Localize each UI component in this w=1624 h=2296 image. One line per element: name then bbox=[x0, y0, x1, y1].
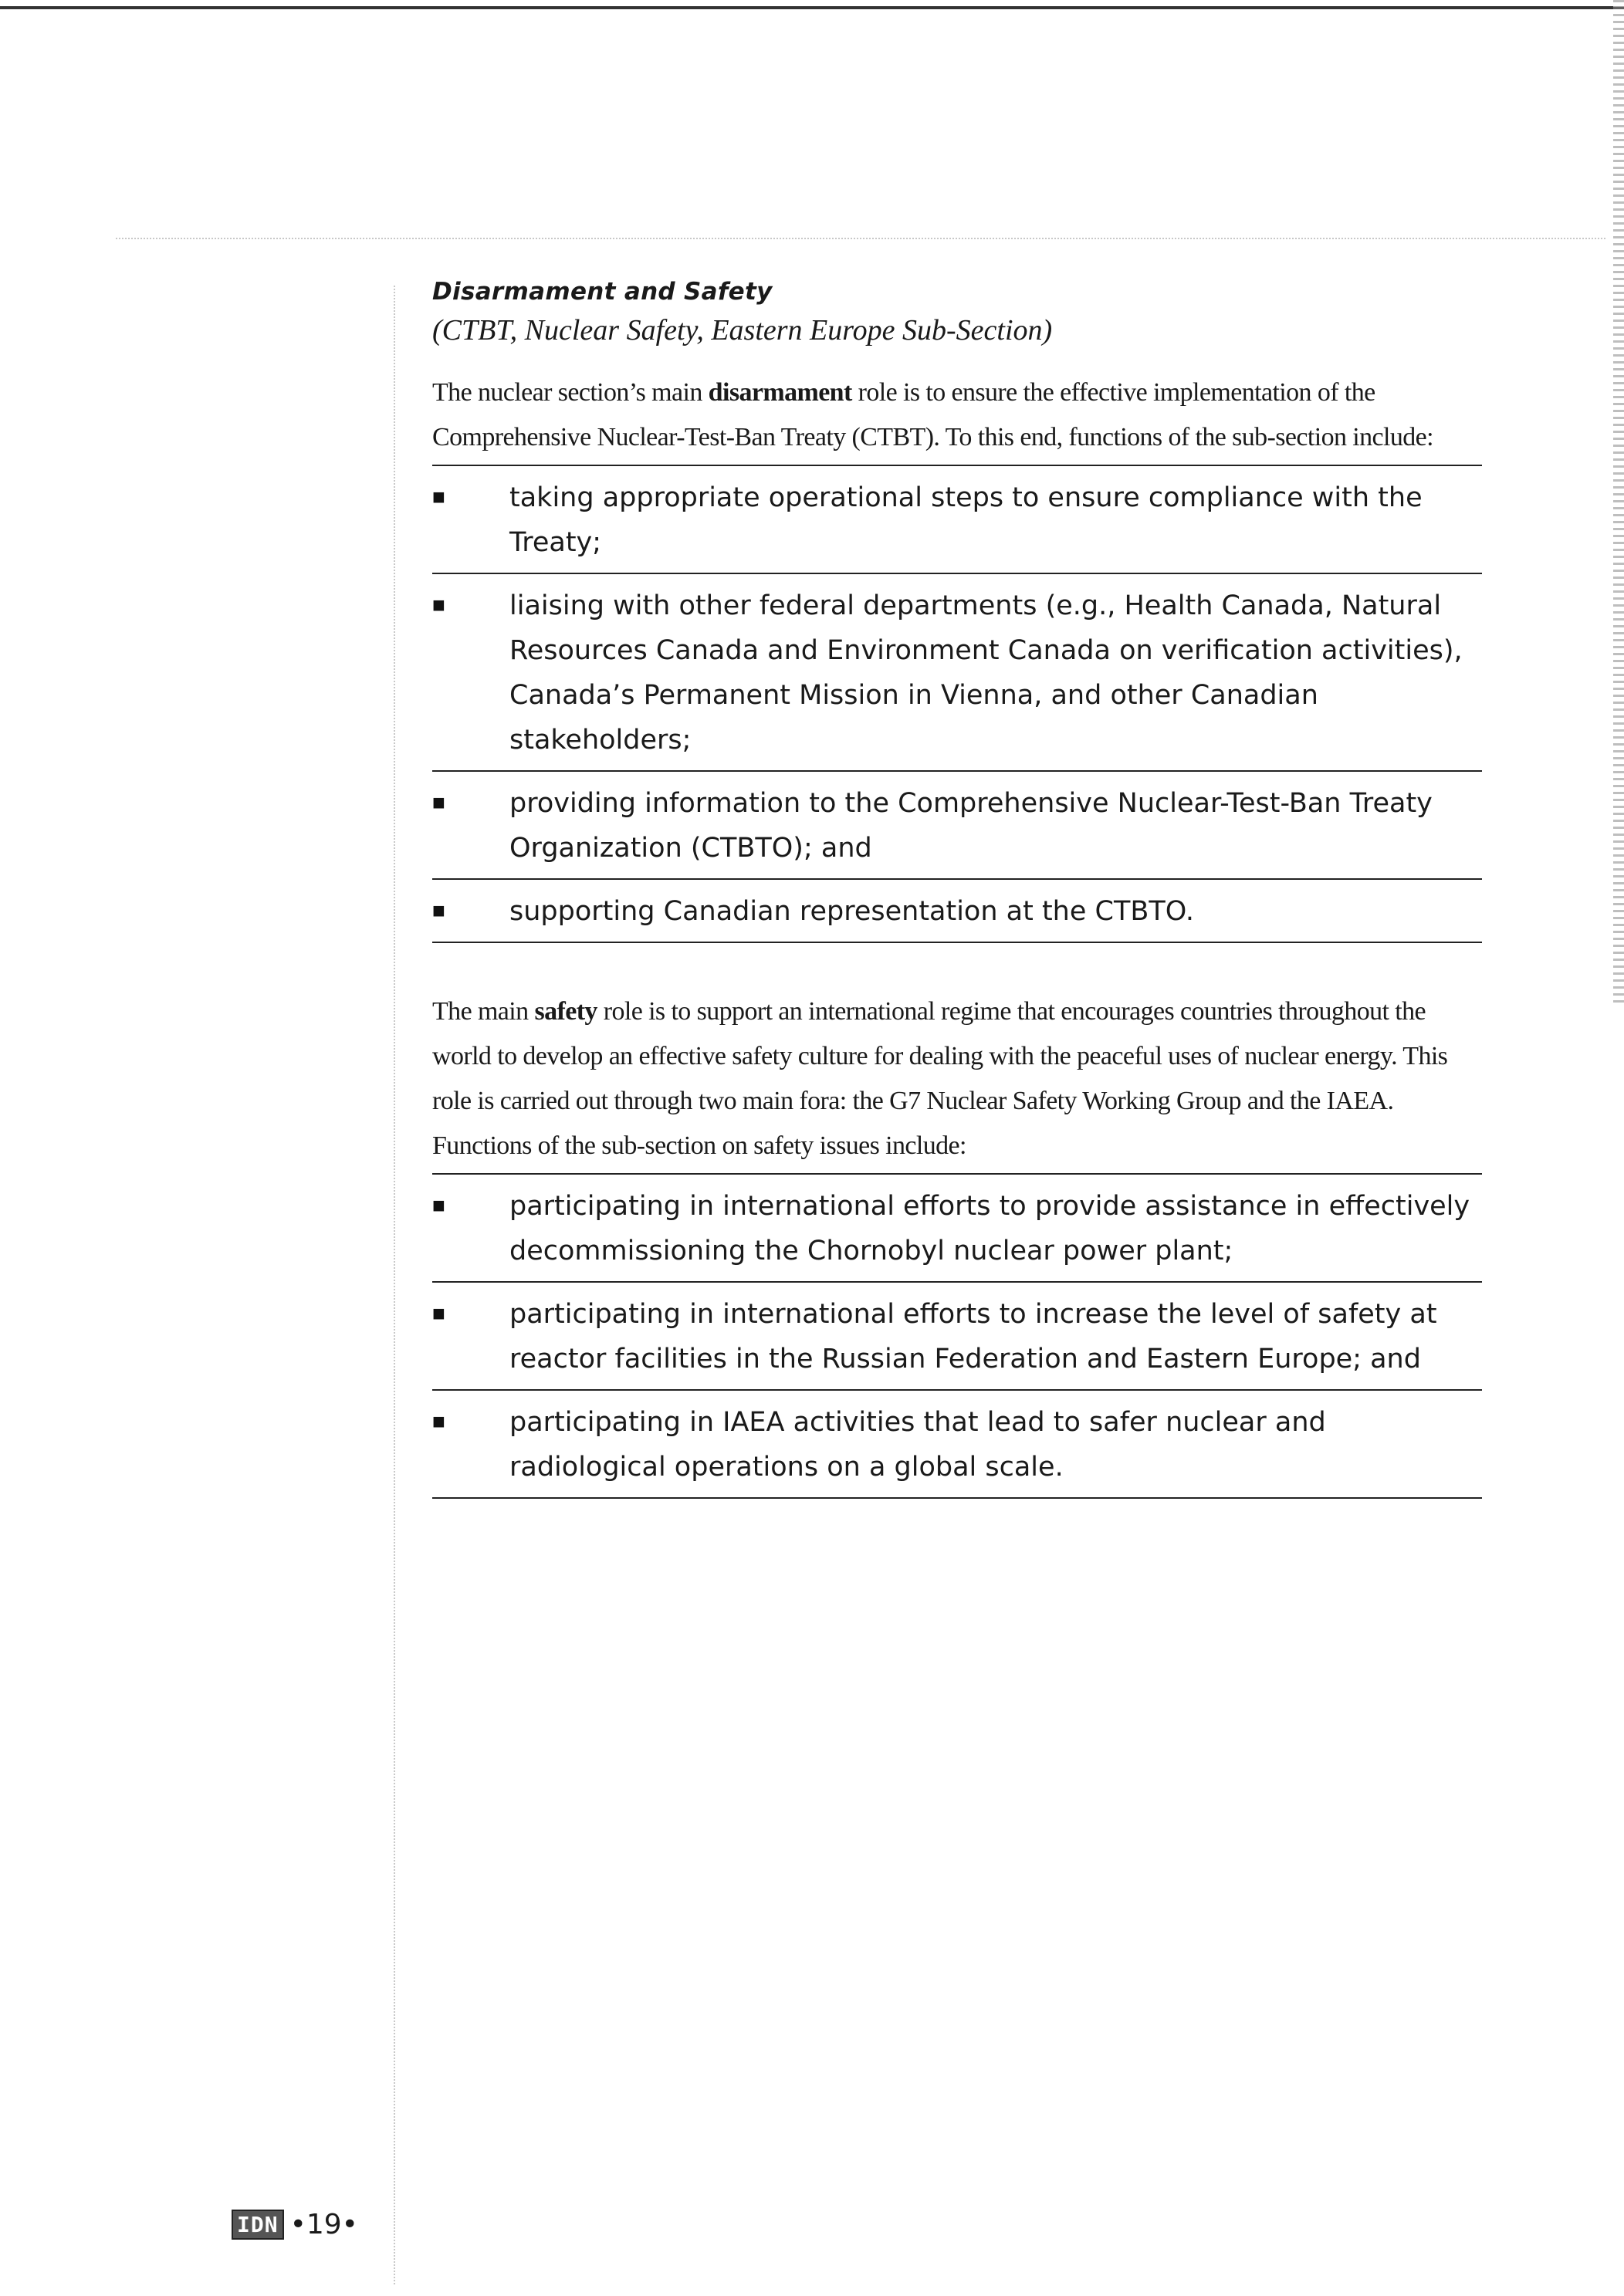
bullet-icon: ■ bbox=[432, 791, 445, 815]
section-subheading: (CTBT, Nuclear Safety, Eastern Europe Sub-Section) bbox=[432, 314, 1053, 347]
intro-text-start: The nuclear section’s main bbox=[432, 378, 709, 407]
list-item bbox=[432, 772, 1482, 880]
bullet-icon: ■ bbox=[432, 899, 445, 923]
list-item-text: liaising with other federal departments (e.g., Health Canada, Natural Resources Canada and Environment Canada on verification activities), Canada’s Permanent Mission in Vienna, and other Canadian stakeholders; bbox=[509, 590, 1463, 756]
bullet-icon: ■ bbox=[432, 593, 445, 617]
bullet-icon: ■ bbox=[432, 485, 445, 509]
intro-text-end: role is to ensure the effective implementation of the Comprehensive Nuclear-Test-Ban Treaty (CTBT). To this end, functions of the sub-section include: bbox=[432, 378, 1434, 451]
bullet-icon: ■ bbox=[432, 1194, 445, 1218]
idn-logo: IDN bbox=[232, 2210, 284, 2240]
horizontal-guide-line bbox=[116, 238, 1605, 239]
bullet-icon: ■ bbox=[432, 1410, 445, 1434]
list-item bbox=[432, 466, 1482, 574]
page-number: •19• bbox=[289, 2209, 358, 2240]
disarmament-intro-paragraph bbox=[432, 370, 1482, 460]
list-item-text: participating in international efforts to provide assistance in effectively decommissioning the Chornobyl nuclear power plant; bbox=[509, 1191, 1470, 1266]
list-item-text: taking appropriate operational steps to ensure compliance with the Treaty; bbox=[509, 482, 1423, 558]
page-footer bbox=[232, 2209, 358, 2240]
safety-text-start: The main bbox=[432, 997, 535, 1026]
safety-bold-term: safety bbox=[534, 997, 597, 1026]
intro-bold-term: disarmament bbox=[708, 378, 852, 407]
vertical-guide-line bbox=[394, 286, 395, 2284]
list-item bbox=[432, 880, 1482, 943]
main-content bbox=[432, 278, 1482, 1499]
list-item bbox=[432, 1175, 1482, 1283]
safety-text-end: role is to support an international regime that encourages countries throughout the world to develop an effective safety culture for dealing with the peaceful uses of nuclear energy. This role is carried out through two main fora: the G7 Nuclear Safety Working Group and the IAEA. Functions of the sub-section on safety issues include: bbox=[432, 997, 1448, 1160]
list-item bbox=[432, 574, 1482, 772]
list-item bbox=[432, 1283, 1482, 1391]
top-rule bbox=[0, 6, 1624, 9]
list-item-text: participating in IAEA activities that lead to safer nuclear and radiological operations on a global scale. bbox=[509, 1407, 1326, 1483]
list-item bbox=[432, 1391, 1482, 1499]
safety-intro-paragraph bbox=[432, 989, 1482, 1168]
disarmament-functions-list bbox=[432, 465, 1482, 943]
list-item-text: supporting Canadian representation at the CTBTO. bbox=[509, 896, 1194, 927]
page-edge-shadow bbox=[1613, 0, 1624, 1003]
bullet-icon: ■ bbox=[432, 1302, 445, 1326]
list-item-text: providing information to the Comprehensive Nuclear-Test-Ban Treaty Organization (CTBTO); and bbox=[509, 788, 1433, 864]
section-heading: Disarmament and Safety bbox=[432, 278, 773, 306]
list-item-text: participating in international efforts to increase the level of safety at reactor facilities in the Russian Federation and Eastern Europe; and bbox=[509, 1299, 1437, 1375]
safety-functions-list bbox=[432, 1173, 1482, 1499]
